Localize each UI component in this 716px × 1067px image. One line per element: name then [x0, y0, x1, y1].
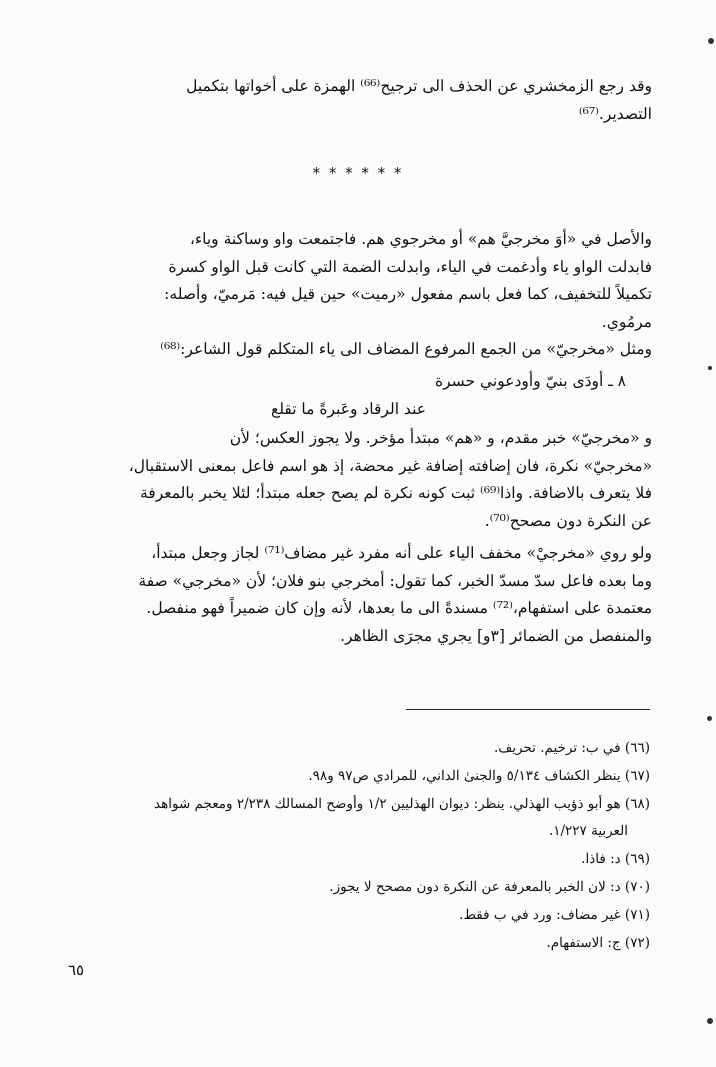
footnotes — [76, 735, 650, 957]
text-line: وما بعده فاعل سدّ مسدّ الخبر، كما تقول: أمخرجي بنو فلان؛ لأن «مخرجي» صفة — [138, 571, 652, 590]
text-line: والأصل في «أوَ مخرجيَّ هم» أو مخرجوي هم. فاجتمعت واو وساكنة وياء، — [189, 230, 652, 248]
footnote: (٧١) غير مضاف: ورد في ب فقط. — [459, 906, 650, 923]
footnote: (٦٨) هو أبو ذؤيب الهذلي. ينظر: ديوان الهذليين ١/٢ وأوضح المسالك ٢/٢٣٨ ومعجم شواهد — [154, 795, 650, 812]
footnote-divider — [406, 709, 650, 710]
verse-first-hemistich: ٨ ـ أودَى بنيّ وأودعوني حسرة — [435, 372, 626, 390]
scan-speck — [708, 366, 712, 370]
text-line: تكميلاً للتخفيف، كما فعل باسم مفعول «رميت» حين قيل فيه: مَرميّ، وأصله: — [164, 285, 652, 304]
paragraph-1 — [80, 226, 652, 364]
section-separator: * * * * * * — [312, 164, 404, 182]
scan-speck — [707, 716, 712, 721]
text-line: «مخرجيّ» نكرة، فان إضافته إضافة غير محضة، إذ هو اسم فاعل بمعنى الاستقبال، — [128, 456, 652, 475]
paragraph-3 — [80, 425, 652, 535]
intro-paragraph — [80, 72, 652, 128]
verse-second-hemistich: عند الرقاد وعَبرةً ما تقلع — [270, 400, 426, 418]
text-line: مرمُوي. — [601, 312, 652, 331]
text-line: التصدير.⁽⁶⁷⁾ — [578, 105, 652, 123]
footnote: (٦٩) د: فاذا. — [581, 851, 650, 868]
footnote: (٦٦) في ب: ترخيم. تحريف. — [493, 740, 650, 756]
text-line: معتمدة على استفهام،⁽⁷²⁾ مسندةً الى ما بعدها، لأنه وإن كان ضميراً فهو منفصل. — [146, 599, 652, 618]
text-line: عن النكرة دون مصحح⁽⁷⁰⁾. — [484, 511, 652, 530]
footnote: (٦٧) ينظر الكشاف ٥/١٣٤ والجنىٰ الداني، للمرادي ص٩٧ و٩٨. — [308, 767, 650, 784]
footnote: (٧٠) د: لان الخبر بالمعرفة عن النكرة دون مصحح لا يجوز. — [329, 878, 650, 895]
footnote-continuation: العربية ١/٢٢٧. — [548, 823, 628, 840]
text-line: فلا يتعرف بالاضافة. واذا⁽⁶⁹⁾ ثبت كونه نكرة لم يصح جعله مبتدأ؛ لئلا يخبر بالمعرفة — [139, 484, 652, 503]
page-number: ٦٥ — [68, 961, 85, 979]
text-line: فابدلت الواو ياء وأدغمت في الياء، وابدلت الضمة التي كانت قبل الواو كسرة — [168, 257, 652, 276]
paragraph-4 — [80, 540, 652, 650]
text-line: ومثل «مخرجيّ» من الجمع المرفوع المضاف الى ياء المتكلم قول الشاعر:⁽⁶⁸⁾ — [160, 340, 652, 359]
scan-speck — [707, 1018, 713, 1024]
text-line: و «مخرجيّ» خبر مقدم، و «هم» مبتدأ مؤخر. ولا يجوز العكس؛ لأن — [229, 429, 652, 447]
footnote: (٧٢) ج: الاستفهام. — [546, 934, 650, 951]
text-line: ولو روي «مخرجيْ» مخفف الياء على أنه مفرد غير مضاف⁽⁷¹⁾ لجاز وجعل مبتدأ، — [151, 544, 652, 562]
text-line: والمنفصل من الضمائر [٣و] يجري مجرَى الظاهر. — [340, 626, 652, 645]
scan-speck — [708, 38, 714, 44]
text-line: وقد رجع الزمخشري عن الحذف الى ترجيح⁽⁶⁶⁾ الهمزة على أخواتها بتكميل — [186, 77, 652, 95]
